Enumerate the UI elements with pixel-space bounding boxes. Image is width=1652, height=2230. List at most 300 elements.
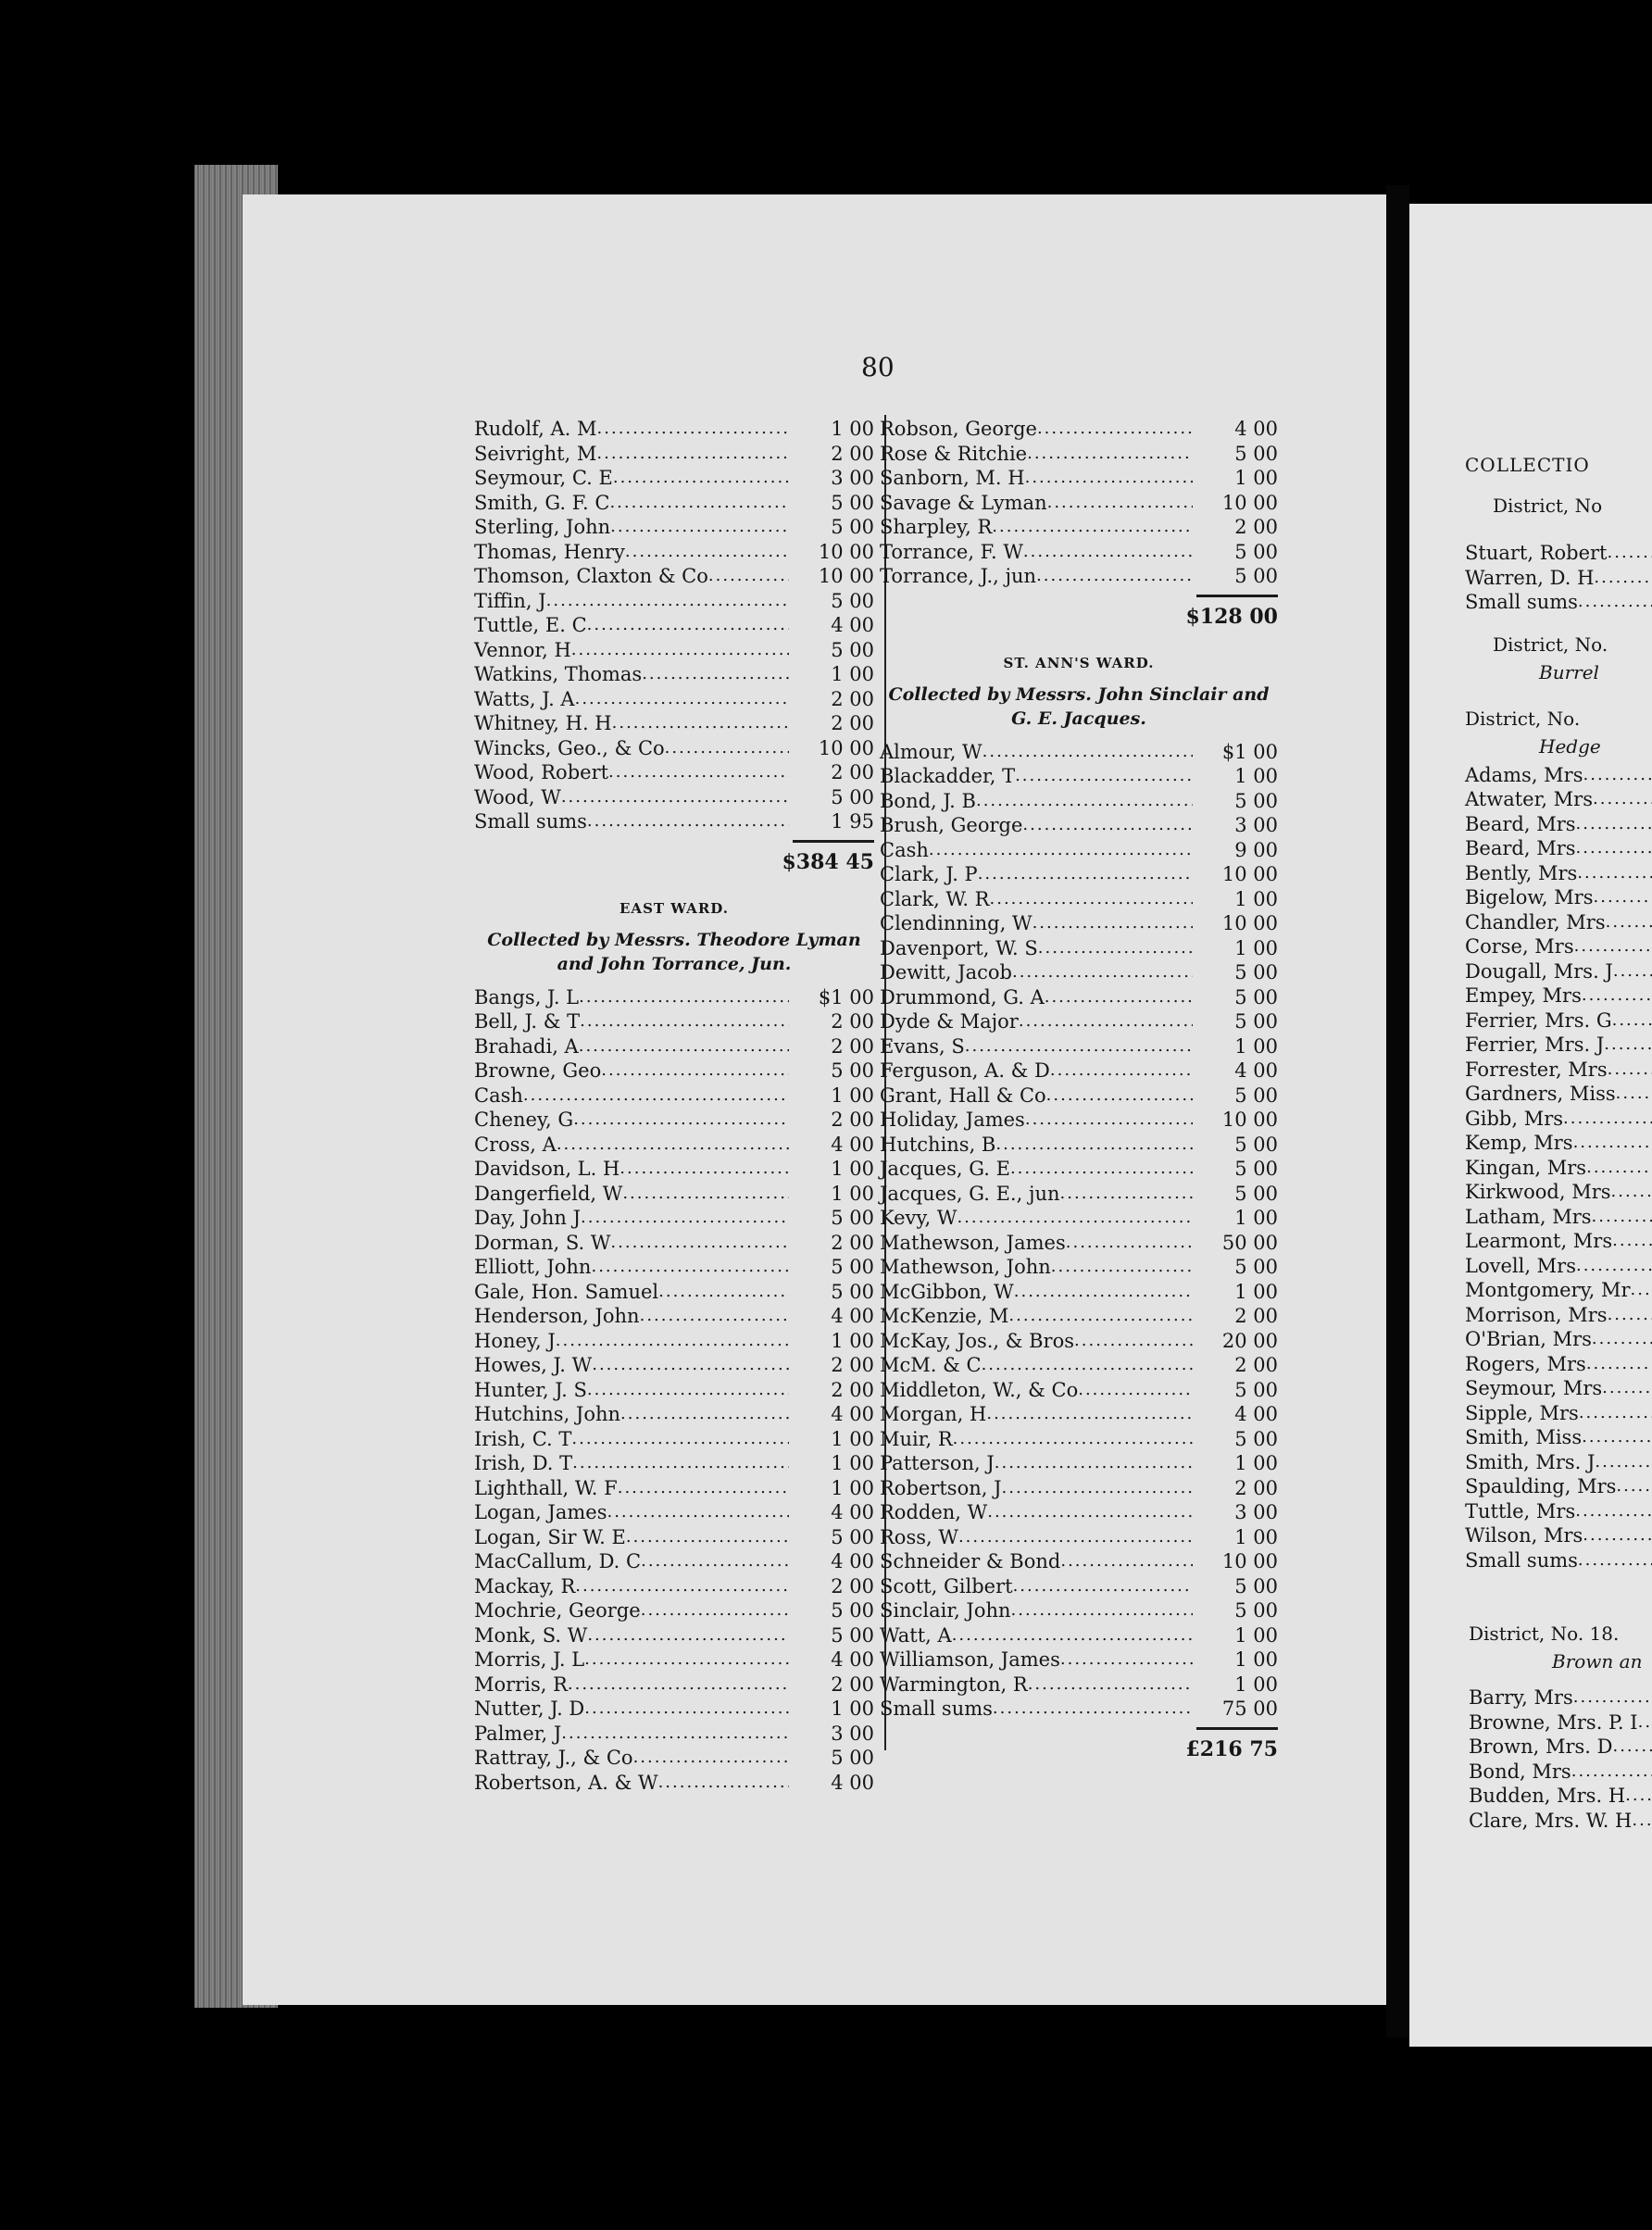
entry-amount: 4 00 xyxy=(831,1648,874,1671)
entry-name: Corse, Mrs xyxy=(1465,935,1574,958)
entry-name: McKenzie, M xyxy=(880,1305,1009,1327)
list-item xyxy=(880,1525,1278,1550)
entry-amount: 5 00 xyxy=(1234,1378,1278,1401)
dot-leader xyxy=(982,1353,1193,1378)
dot-leader xyxy=(1578,1548,1652,1573)
dot-leader xyxy=(523,1084,789,1109)
entry-amount: 1 00 xyxy=(831,1084,874,1107)
dot-leader xyxy=(1576,836,1652,861)
list-item xyxy=(474,1402,874,1427)
dot-leader xyxy=(1019,1009,1193,1034)
entry-name: Ferrier, Mrs. J xyxy=(1465,1034,1605,1056)
entry-amount: 1 00 xyxy=(1234,1525,1278,1548)
list-item xyxy=(474,1108,874,1133)
dot-leader xyxy=(557,1133,789,1158)
dot-leader xyxy=(1014,1280,1193,1305)
entry-amount: 5 00 xyxy=(1234,1256,1278,1278)
book-gutter xyxy=(1386,185,1409,2037)
dot-leader xyxy=(1608,1303,1652,1328)
entry-name: Spaulding, Mrs xyxy=(1465,1475,1617,1497)
list-item xyxy=(880,1623,1278,1648)
entry-name: Watt, A xyxy=(880,1623,952,1647)
entry-name: Cross, A xyxy=(474,1133,557,1156)
dot-leader xyxy=(1578,590,1652,615)
entry-amount: 5 00 xyxy=(1234,540,1278,563)
entry-name: Seymour, C. E xyxy=(474,467,613,489)
list-item xyxy=(1469,1710,1652,1735)
entry-name: Drummond, G. A xyxy=(880,985,1045,1009)
entry-name: Beard, Mrs xyxy=(1465,812,1576,835)
dot-leader xyxy=(1037,417,1193,442)
entry-amount: 5 00 xyxy=(831,1059,874,1082)
list-item xyxy=(1465,787,1652,812)
list-item xyxy=(1465,590,1652,615)
entry-name: Morrison, Mrs xyxy=(1465,1303,1608,1326)
list-item xyxy=(1465,1523,1652,1548)
dot-leader xyxy=(579,1034,789,1059)
dot-leader xyxy=(708,564,789,589)
dot-leader xyxy=(1046,1084,1193,1109)
list-item xyxy=(880,1084,1278,1109)
list-item xyxy=(880,564,1278,589)
dot-leader xyxy=(1066,1231,1193,1256)
dot-leader xyxy=(596,442,789,467)
dot-leader xyxy=(929,838,1193,863)
dot-leader xyxy=(620,1157,789,1182)
entry-amount: 1 00 xyxy=(1234,1280,1278,1303)
list-item xyxy=(880,1598,1278,1623)
entry-amount: 5 00 xyxy=(1234,961,1278,983)
dot-leader xyxy=(1015,764,1193,789)
entry-name: Sinclair, John xyxy=(880,1599,1011,1622)
list-item xyxy=(880,1672,1278,1698)
entry-amount: 1 00 xyxy=(1234,1207,1278,1229)
entry-amount: 2 00 xyxy=(831,1354,874,1376)
dot-leader xyxy=(1604,1033,1652,1058)
dot-leader xyxy=(1571,1760,1652,1785)
dot-leader xyxy=(1608,1058,1652,1083)
entry-name: Wilson, Mrs xyxy=(1465,1524,1583,1547)
list-item xyxy=(474,1353,874,1378)
facing-entries-c xyxy=(1465,763,1652,1573)
entry-name: Elliott, John xyxy=(474,1256,592,1278)
list-item xyxy=(1465,1205,1652,1230)
dot-leader xyxy=(613,466,789,491)
list-item xyxy=(880,1304,1278,1329)
list-item xyxy=(880,862,1278,887)
dot-leader xyxy=(587,809,789,834)
list-item xyxy=(1465,1254,1652,1279)
entry-name: Kirkwood, Mrs xyxy=(1465,1181,1611,1203)
entry-amount: 2 00 xyxy=(831,1010,874,1033)
facing-district-c: District, No. xyxy=(1465,707,1581,730)
list-item xyxy=(474,1525,874,1550)
dot-leader xyxy=(625,540,789,565)
dot-leader xyxy=(1010,1157,1193,1182)
dot-leader xyxy=(1011,1598,1193,1623)
entry-amount: 3 00 xyxy=(1234,1501,1278,1523)
list-item xyxy=(880,838,1278,863)
list-item xyxy=(474,1574,874,1599)
list-item xyxy=(474,1549,874,1574)
list-item xyxy=(880,1476,1278,1501)
entry-name: Morris, J. L xyxy=(474,1648,585,1671)
dot-leader xyxy=(573,1108,789,1133)
total-rule xyxy=(474,834,874,848)
entry-amount: 1 00 xyxy=(831,1158,874,1180)
facing-heading: COLLECTIO xyxy=(1465,454,1590,476)
entry-amount: 4 00 xyxy=(831,1771,874,1794)
entry-name: McM. & C xyxy=(880,1354,982,1376)
entry-name: Clare, Mrs. W. H xyxy=(1469,1809,1633,1832)
list-item xyxy=(1465,1425,1652,1450)
entry-name: Savage & Lyman xyxy=(880,491,1047,514)
entry-amount: 3 00 xyxy=(831,467,874,489)
dot-leader xyxy=(1008,1304,1193,1329)
entry-amount: 2 00 xyxy=(831,1109,874,1131)
entry-amount: 4 00 xyxy=(1234,1059,1278,1082)
entry-name: Torrance, J., jun xyxy=(880,565,1037,587)
list-item xyxy=(1469,1760,1652,1785)
dot-leader xyxy=(1582,1425,1652,1450)
dot-leader xyxy=(1577,861,1652,886)
list-item xyxy=(474,711,874,736)
entry-amount: 2 00 xyxy=(831,442,874,465)
list-item xyxy=(880,764,1278,789)
dot-leader xyxy=(1575,1499,1652,1524)
list-item xyxy=(474,1451,874,1476)
entry-amount: 5 00 xyxy=(831,491,874,514)
list-item xyxy=(1465,1229,1652,1254)
entry-amount: 5 00 xyxy=(1234,1599,1278,1622)
list-item xyxy=(1465,1376,1652,1401)
list-item xyxy=(1469,1809,1652,1834)
entry-amount: 10 00 xyxy=(1221,863,1278,885)
dot-leader xyxy=(986,1402,1193,1427)
dot-leader xyxy=(1625,1784,1652,1809)
entry-amount: 2 00 xyxy=(831,1574,874,1597)
entry-name: Ferrier, Mrs. G xyxy=(1465,1009,1612,1032)
entry-name: Clark, J. P xyxy=(880,863,978,885)
dot-leader xyxy=(571,638,789,663)
list-item xyxy=(474,1427,874,1452)
entry-name: Lovell, Mrs xyxy=(1465,1254,1576,1277)
list-item xyxy=(474,589,874,614)
dot-leader xyxy=(1573,1685,1652,1710)
entry-amount: 1 00 xyxy=(831,1452,874,1474)
entry-amount: 2 00 xyxy=(1234,1354,1278,1376)
dot-leader xyxy=(1576,1254,1652,1279)
list-item xyxy=(474,1304,874,1329)
entry-amount: 5 00 xyxy=(1234,1427,1278,1450)
list-item xyxy=(1465,836,1652,861)
dot-leader xyxy=(1592,1327,1652,1352)
entry-amount: 2 00 xyxy=(831,687,874,710)
entry-name: Robertson, A. & W xyxy=(474,1771,658,1794)
entry-name: Brahadi, A xyxy=(474,1034,579,1058)
facing-entries-d xyxy=(1469,1685,1652,1833)
entry-amount: 1 00 xyxy=(1234,1672,1278,1696)
dot-leader xyxy=(1592,1205,1652,1230)
list-item xyxy=(474,466,874,491)
entry-name: Thomson, Claxton & Co xyxy=(474,565,708,587)
entry-amount: 4 00 xyxy=(831,1133,874,1156)
page-number: 80 xyxy=(861,352,895,382)
dot-leader xyxy=(1613,959,1652,984)
dot-leader xyxy=(1583,1523,1652,1548)
list-item xyxy=(474,1771,874,1796)
entry-amount: $1 00 xyxy=(1221,740,1278,763)
entry-name: Clark, W. R xyxy=(880,887,990,910)
list-item xyxy=(1465,1303,1652,1328)
entry-name: Ross, W xyxy=(880,1525,958,1548)
entry-name: Small sums xyxy=(880,1698,993,1720)
dot-leader xyxy=(641,1549,789,1574)
dot-leader xyxy=(612,711,789,736)
dot-leader xyxy=(546,589,789,614)
dot-leader xyxy=(995,1451,1193,1476)
entry-amount: 10 00 xyxy=(1221,491,1278,514)
entry-name: Browne, Geo xyxy=(474,1059,602,1082)
dot-leader xyxy=(575,1574,789,1599)
entry-name: Tuttle, Mrs xyxy=(1465,1499,1576,1522)
entry-name: Atwater, Mrs xyxy=(1465,788,1593,810)
dot-leader xyxy=(1050,1059,1193,1084)
east-ward-collectors-line1: Collected by Messrs. Theodore Lyman xyxy=(487,929,861,950)
list-item xyxy=(474,1722,874,1747)
entry-name: Henderson, John xyxy=(474,1305,640,1327)
dot-leader xyxy=(658,1280,789,1305)
list-item xyxy=(474,1476,874,1501)
dot-leader xyxy=(609,491,789,516)
list-item xyxy=(1465,1499,1652,1524)
dot-leader xyxy=(1036,564,1193,589)
list-item xyxy=(880,789,1278,814)
entry-name: Evans, S xyxy=(880,1034,965,1058)
dot-leader xyxy=(1583,763,1652,788)
list-item xyxy=(880,1206,1278,1231)
list-item xyxy=(880,1427,1278,1452)
entry-amount: 1 00 xyxy=(831,1476,874,1499)
list-item xyxy=(474,1059,874,1084)
dot-leader xyxy=(1586,1156,1652,1181)
entry-name: Whitney, H. H xyxy=(474,712,612,734)
dot-leader xyxy=(982,740,1193,765)
st-anns-ward-entry-list xyxy=(880,740,1278,1722)
dot-leader xyxy=(1060,1647,1193,1672)
facing-collector-d: Brown an xyxy=(1552,1650,1643,1672)
list-item xyxy=(474,1647,874,1672)
facing-page-column xyxy=(1465,454,1652,1572)
dot-leader xyxy=(641,1598,789,1623)
dot-leader xyxy=(584,1647,789,1672)
list-item xyxy=(1465,1474,1652,1499)
list-item xyxy=(474,1009,874,1034)
dot-leader xyxy=(1593,787,1652,812)
list-item xyxy=(880,1402,1278,1427)
dot-leader xyxy=(607,1500,789,1525)
entry-amount: 2 00 xyxy=(831,1231,874,1254)
entry-name: Dougall, Mrs. J xyxy=(1465,959,1613,983)
dot-leader xyxy=(597,417,789,442)
list-item xyxy=(880,1255,1278,1280)
dot-leader xyxy=(993,1697,1193,1722)
st-anns-ward-collectors-line1: Collected by Messrs. John Sinclair and xyxy=(888,683,1270,705)
dot-leader xyxy=(581,1206,789,1231)
facing-collector-b: Burrel xyxy=(1539,660,1599,683)
list-item xyxy=(880,417,1278,442)
entry-name: McGibbon, W xyxy=(880,1280,1014,1303)
entry-name: Kevy, W xyxy=(880,1207,957,1229)
entry-name: Small sums xyxy=(474,810,587,833)
dot-leader xyxy=(1074,1329,1193,1354)
entry-amount: 5 00 xyxy=(1234,442,1278,465)
entry-name: Torrance, F. W xyxy=(880,540,1023,563)
dot-leader xyxy=(658,1771,789,1796)
entry-name: Sipple, Mrs xyxy=(1465,1401,1579,1424)
entry-name: Jacques, G. E xyxy=(880,1158,1010,1180)
list-item xyxy=(880,540,1278,565)
entry-amount: 10 00 xyxy=(1221,912,1278,934)
entry-name: Rattray, J., & Co xyxy=(474,1747,633,1769)
entry-name: Nutter, J. D xyxy=(474,1698,585,1720)
st-anns-total: £216 75 xyxy=(1185,1736,1278,1761)
right-column xyxy=(880,417,1278,1763)
entry-amount: 1 00 xyxy=(831,1329,874,1352)
entry-name: Muir, R xyxy=(880,1427,953,1450)
dot-leader xyxy=(561,785,789,810)
dot-leader xyxy=(591,1255,789,1280)
list-item xyxy=(880,1133,1278,1158)
entry-name: Irish, D. T xyxy=(474,1452,573,1474)
entry-name: Robertson, J xyxy=(880,1476,1002,1499)
entry-amount: 1 00 xyxy=(1234,765,1278,787)
list-item xyxy=(1465,1450,1652,1475)
list-item xyxy=(1465,885,1652,910)
list-item xyxy=(474,760,874,785)
entry-amount: 4 00 xyxy=(831,1501,874,1523)
dot-leader xyxy=(1060,1182,1193,1207)
dot-leader xyxy=(1047,491,1193,516)
dot-leader xyxy=(640,1304,789,1329)
dot-leader xyxy=(995,1133,1193,1158)
entry-name: Jacques, G. E., jun xyxy=(880,1182,1060,1205)
dot-leader xyxy=(958,1525,1193,1550)
entry-amount: 3 00 xyxy=(831,1722,874,1745)
entry-name: Davenport, W. S xyxy=(880,936,1038,959)
entry-name: Cash xyxy=(880,838,929,861)
entry-name: McKay, Jos., & Bros xyxy=(880,1329,1075,1352)
entry-name: Bently, Mrs xyxy=(1465,861,1578,884)
entry-name: Watkins, Thomas xyxy=(474,663,643,685)
dot-leader xyxy=(1612,1009,1652,1034)
dot-leader xyxy=(1582,983,1652,1009)
entry-name: Smith, G. F. C xyxy=(474,491,610,514)
dot-leader xyxy=(1595,1450,1652,1475)
list-item xyxy=(474,1133,874,1158)
entry-amount: 4 00 xyxy=(1234,1403,1278,1425)
list-item xyxy=(880,1182,1278,1207)
entry-name: Patterson, J xyxy=(880,1452,995,1474)
entry-amount: 9 00 xyxy=(1234,838,1278,861)
list-item xyxy=(1465,1082,1652,1107)
entry-name: Tuttle, E. C xyxy=(474,614,587,636)
dot-leader xyxy=(556,1329,789,1354)
list-item xyxy=(1465,1327,1652,1352)
list-item xyxy=(474,515,874,540)
entry-name: Gibb, Mrs xyxy=(1465,1107,1564,1130)
entry-name: Wood, Robert xyxy=(474,761,609,783)
entry-amount: 5 00 xyxy=(831,516,874,538)
list-item xyxy=(474,417,874,442)
entry-amount: 5 00 xyxy=(831,1623,874,1647)
entry-amount: 1 00 xyxy=(1234,467,1278,489)
entry-amount: 5 00 xyxy=(831,1280,874,1303)
entry-amount: 5 00 xyxy=(1234,789,1278,812)
entry-name: Scott, Gilbert xyxy=(880,1574,1013,1597)
entry-name: Kemp, Mrs xyxy=(1465,1132,1573,1154)
dot-leader xyxy=(601,1059,789,1084)
list-item xyxy=(1465,910,1652,935)
entry-name: Rogers, Mrs xyxy=(1465,1352,1586,1375)
entry-name: Warren, D. H xyxy=(1465,566,1595,589)
entry-name: Mathewson, John xyxy=(880,1256,1051,1278)
entry-name: Seymour, Mrs xyxy=(1465,1377,1603,1399)
list-item xyxy=(474,985,874,1010)
entry-amount: 1 00 xyxy=(1234,887,1278,910)
entry-name: Wood, W xyxy=(474,785,561,808)
dot-leader xyxy=(1616,1474,1652,1499)
entry-name: Middleton, W., & Co xyxy=(880,1378,1079,1401)
entry-name: Browne, Mrs. P. I xyxy=(1469,1710,1638,1734)
entry-name: Brush, George xyxy=(880,814,1023,836)
st-anns-ward-collectors xyxy=(880,683,1278,731)
entry-name: Grant, Hall & Co xyxy=(880,1084,1046,1107)
entry-amount: 4 00 xyxy=(831,1550,874,1572)
entry-name: Hutchins, B xyxy=(880,1133,996,1156)
entry-amount: 1 00 xyxy=(831,1427,874,1450)
entry-name: Irish, C. T xyxy=(474,1427,572,1450)
list-item xyxy=(880,1108,1278,1133)
entry-name: Watts, J. A xyxy=(474,687,575,710)
dot-leader xyxy=(1638,1710,1652,1735)
entry-amount: 5 00 xyxy=(1234,1133,1278,1156)
entry-name: Schneider & Bond xyxy=(880,1550,1061,1572)
list-item xyxy=(1465,1131,1652,1156)
list-item xyxy=(880,813,1278,838)
dot-leader xyxy=(1594,885,1652,910)
entry-name: Palmer, J xyxy=(474,1722,562,1745)
dot-leader xyxy=(953,1427,1193,1452)
entry-name: Smith, Mrs. J xyxy=(1465,1450,1596,1473)
list-item xyxy=(474,809,874,834)
dot-leader xyxy=(587,613,789,638)
entry-name: Blackadder, T xyxy=(880,765,1016,787)
entry-amount: 3 00 xyxy=(1234,814,1278,836)
list-item xyxy=(880,1549,1278,1574)
dot-leader xyxy=(1594,566,1652,591)
list-item xyxy=(880,491,1278,516)
list-item xyxy=(1465,1548,1652,1573)
entry-name: Learmont, Mrs xyxy=(1465,1230,1613,1252)
entry-amount: 5 00 xyxy=(1234,1574,1278,1597)
dot-leader xyxy=(1060,1549,1193,1574)
dot-leader xyxy=(575,687,789,712)
list-item xyxy=(880,1280,1278,1305)
list-item xyxy=(880,1697,1278,1722)
dot-leader xyxy=(610,1231,789,1256)
dot-leader xyxy=(572,1451,789,1476)
